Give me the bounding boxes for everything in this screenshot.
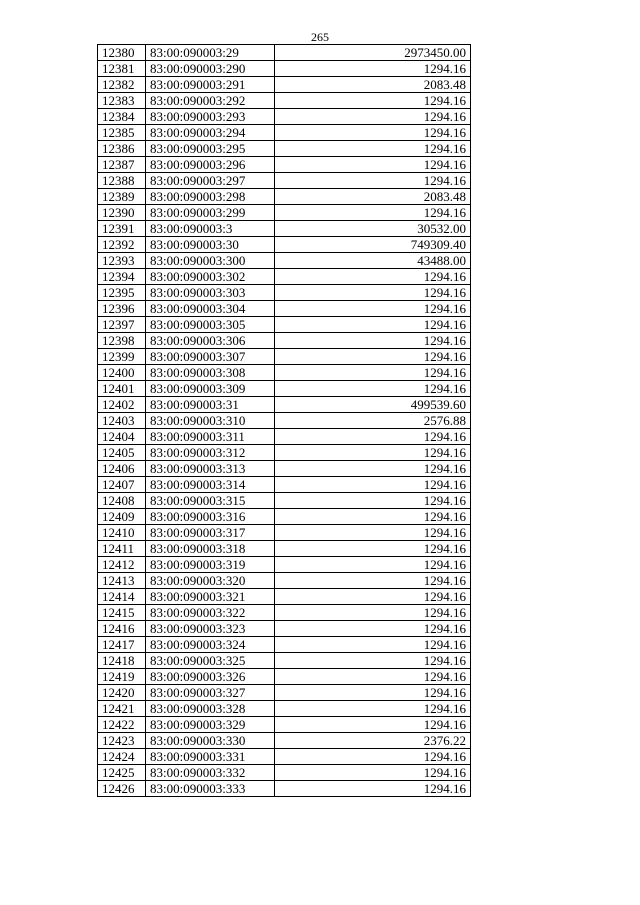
table-row xyxy=(98,573,471,589)
table-row xyxy=(98,493,471,509)
cadastral-number-cell: 83:00:090003:292 xyxy=(146,93,275,109)
row-number-cell: 12384 xyxy=(98,109,146,125)
cadastral-number-cell: 83:00:090003:295 xyxy=(146,141,275,157)
cadastral-value-cell: 1294.16 xyxy=(275,301,471,317)
cadastral-value-cell: 1294.16 xyxy=(275,573,471,589)
cadastral-number-cell: 83:00:090003:299 xyxy=(146,205,275,221)
table-body xyxy=(98,45,471,797)
cadastral-value-cell: 1294.16 xyxy=(275,717,471,733)
row-number-cell: 12406 xyxy=(98,461,146,477)
cadastral-number-cell: 83:00:090003:31 xyxy=(146,397,275,413)
row-number-cell: 12392 xyxy=(98,237,146,253)
row-number-cell: 12408 xyxy=(98,493,146,509)
cadastral-value-cell: 1294.16 xyxy=(275,317,471,333)
cadastral-value-cell: 1294.16 xyxy=(275,157,471,173)
cadastral-value-cell: 1294.16 xyxy=(275,605,471,621)
cadastral-value-cell: 1294.16 xyxy=(275,557,471,573)
table-row xyxy=(98,221,471,237)
cadastral-value-cell: 1294.16 xyxy=(275,509,471,525)
cadastral-value-table xyxy=(97,44,471,797)
table-row xyxy=(98,93,471,109)
row-number-cell: 12399 xyxy=(98,349,146,365)
cadastral-number-cell: 83:00:090003:322 xyxy=(146,605,275,621)
cadastral-value-cell: 1294.16 xyxy=(275,621,471,637)
row-number-cell: 12410 xyxy=(98,525,146,541)
cadastral-number-cell: 83:00:090003:333 xyxy=(146,781,275,797)
table-row xyxy=(98,365,471,381)
cadastral-value-cell: 1294.16 xyxy=(275,701,471,717)
cadastral-number-cell: 83:00:090003:29 xyxy=(146,45,275,61)
table-row xyxy=(98,749,471,765)
table-row xyxy=(98,381,471,397)
cadastral-value-cell: 1294.16 xyxy=(275,461,471,477)
table-row xyxy=(98,429,471,445)
table-row xyxy=(98,781,471,797)
cadastral-number-cell: 83:00:090003:309 xyxy=(146,381,275,397)
row-number-cell: 12385 xyxy=(98,125,146,141)
row-number-cell: 12405 xyxy=(98,445,146,461)
table-row xyxy=(98,109,471,125)
row-number-cell: 12414 xyxy=(98,589,146,605)
table-row xyxy=(98,189,471,205)
cadastral-value-cell: 2083.48 xyxy=(275,189,471,205)
cadastral-value-cell: 1294.16 xyxy=(275,653,471,669)
cadastral-value-cell: 1294.16 xyxy=(275,749,471,765)
cadastral-number-cell: 83:00:090003:30 xyxy=(146,237,275,253)
table-row xyxy=(98,125,471,141)
cadastral-number-cell: 83:00:090003:293 xyxy=(146,109,275,125)
row-number-cell: 12380 xyxy=(98,45,146,61)
table-row xyxy=(98,413,471,429)
cadastral-number-cell: 83:00:090003:327 xyxy=(146,685,275,701)
cadastral-number-cell: 83:00:090003:312 xyxy=(146,445,275,461)
cadastral-value-cell: 1294.16 xyxy=(275,205,471,221)
cadastral-value-cell: 2973450.00 xyxy=(275,45,471,61)
table-row xyxy=(98,285,471,301)
cadastral-value-cell: 1294.16 xyxy=(275,349,471,365)
table-row xyxy=(98,541,471,557)
row-number-cell: 12383 xyxy=(98,93,146,109)
row-number-cell: 12424 xyxy=(98,749,146,765)
cadastral-number-cell: 83:00:090003:331 xyxy=(146,749,275,765)
table-row xyxy=(98,717,471,733)
cadastral-value-cell: 1294.16 xyxy=(275,669,471,685)
cadastral-value-cell: 30532.00 xyxy=(275,221,471,237)
cadastral-value-cell: 1294.16 xyxy=(275,333,471,349)
table-row xyxy=(98,141,471,157)
cadastral-number-cell: 83:00:090003:297 xyxy=(146,173,275,189)
table-row xyxy=(98,509,471,525)
cadastral-value-cell: 1294.16 xyxy=(275,493,471,509)
cadastral-number-cell: 83:00:090003:303 xyxy=(146,285,275,301)
table-row xyxy=(98,269,471,285)
cadastral-value-cell: 749309.40 xyxy=(275,237,471,253)
row-number-cell: 12422 xyxy=(98,717,146,733)
cadastral-value-cell: 1294.16 xyxy=(275,93,471,109)
row-number-cell: 12426 xyxy=(98,781,146,797)
cadastral-number-cell: 83:00:090003:329 xyxy=(146,717,275,733)
table-row xyxy=(98,589,471,605)
cadastral-value-cell: 1294.16 xyxy=(275,445,471,461)
table-row xyxy=(98,237,471,253)
cadastral-number-cell: 83:00:090003:307 xyxy=(146,349,275,365)
cadastral-number-cell: 83:00:090003:291 xyxy=(146,77,275,93)
row-number-cell: 12403 xyxy=(98,413,146,429)
cadastral-number-cell: 83:00:090003:330 xyxy=(146,733,275,749)
row-number-cell: 12412 xyxy=(98,557,146,573)
table-row xyxy=(98,605,471,621)
row-number-cell: 12418 xyxy=(98,653,146,669)
table-row xyxy=(98,733,471,749)
row-number-cell: 12402 xyxy=(98,397,146,413)
cadastral-number-cell: 83:00:090003:318 xyxy=(146,541,275,557)
cadastral-number-cell: 83:00:090003:302 xyxy=(146,269,275,285)
cadastral-number-cell: 83:00:090003:317 xyxy=(146,525,275,541)
cadastral-value-cell: 1294.16 xyxy=(275,589,471,605)
row-number-cell: 12382 xyxy=(98,77,146,93)
row-number-cell: 12388 xyxy=(98,173,146,189)
table-row xyxy=(98,461,471,477)
cadastral-value-cell: 1294.16 xyxy=(275,541,471,557)
row-number-cell: 12395 xyxy=(98,285,146,301)
table-row xyxy=(98,653,471,669)
cadastral-number-cell: 83:00:090003:328 xyxy=(146,701,275,717)
cadastral-number-cell: 83:00:090003:313 xyxy=(146,461,275,477)
table-row xyxy=(98,445,471,461)
row-number-cell: 12425 xyxy=(98,765,146,781)
cadastral-number-cell: 83:00:090003:314 xyxy=(146,477,275,493)
table-row xyxy=(98,157,471,173)
row-number-cell: 12423 xyxy=(98,733,146,749)
cadastral-number-cell: 83:00:090003:323 xyxy=(146,621,275,637)
cadastral-number-cell: 83:00:090003:3 xyxy=(146,221,275,237)
cadastral-number-cell: 83:00:090003:325 xyxy=(146,653,275,669)
table-row xyxy=(98,765,471,781)
row-number-cell: 12416 xyxy=(98,621,146,637)
row-number-cell: 12389 xyxy=(98,189,146,205)
table-row xyxy=(98,397,471,413)
row-number-cell: 12413 xyxy=(98,573,146,589)
cadastral-value-cell: 1294.16 xyxy=(275,637,471,653)
cadastral-number-cell: 83:00:090003:321 xyxy=(146,589,275,605)
cadastral-value-cell: 1294.16 xyxy=(275,173,471,189)
table-row xyxy=(98,253,471,269)
table-row xyxy=(98,173,471,189)
table-row xyxy=(98,349,471,365)
cadastral-value-cell: 2083.48 xyxy=(275,77,471,93)
page-number: 265 xyxy=(311,30,329,44)
row-number-cell: 12390 xyxy=(98,205,146,221)
cadastral-number-cell: 83:00:090003:310 xyxy=(146,413,275,429)
cadastral-number-cell: 83:00:090003:319 xyxy=(146,557,275,573)
table-row xyxy=(98,45,471,61)
table-row xyxy=(98,637,471,653)
cadastral-value-cell: 2576.88 xyxy=(275,413,471,429)
cadastral-number-cell: 83:00:090003:326 xyxy=(146,669,275,685)
table-row xyxy=(98,557,471,573)
cadastral-value-cell: 43488.00 xyxy=(275,253,471,269)
table-row xyxy=(98,477,471,493)
cadastral-number-cell: 83:00:090003:320 xyxy=(146,573,275,589)
cadastral-number-cell: 83:00:090003:332 xyxy=(146,765,275,781)
cadastral-number-cell: 83:00:090003:304 xyxy=(146,301,275,317)
table-row xyxy=(98,701,471,717)
cadastral-value-cell: 1294.16 xyxy=(275,109,471,125)
cadastral-value-cell: 1294.16 xyxy=(275,525,471,541)
cadastral-number-cell: 83:00:090003:300 xyxy=(146,253,275,269)
row-number-cell: 12400 xyxy=(98,365,146,381)
table-row xyxy=(98,205,471,221)
cadastral-value-cell: 1294.16 xyxy=(275,765,471,781)
cadastral-number-cell: 83:00:090003:311 xyxy=(146,429,275,445)
table-row xyxy=(98,669,471,685)
row-number-cell: 12404 xyxy=(98,429,146,445)
cadastral-value-cell: 1294.16 xyxy=(275,125,471,141)
row-number-cell: 12394 xyxy=(98,269,146,285)
cadastral-value-cell: 1294.16 xyxy=(275,781,471,797)
cadastral-number-cell: 83:00:090003:305 xyxy=(146,317,275,333)
cadastral-value-cell: 1294.16 xyxy=(275,269,471,285)
row-number-cell: 12391 xyxy=(98,221,146,237)
cadastral-value-cell: 1294.16 xyxy=(275,141,471,157)
row-number-cell: 12417 xyxy=(98,637,146,653)
row-number-cell: 12397 xyxy=(98,317,146,333)
row-number-cell: 12393 xyxy=(98,253,146,269)
table-row xyxy=(98,685,471,701)
cadastral-value-cell: 499539.60 xyxy=(275,397,471,413)
cadastral-number-cell: 83:00:090003:296 xyxy=(146,157,275,173)
cadastral-value-cell: 1294.16 xyxy=(275,365,471,381)
row-number-cell: 12407 xyxy=(98,477,146,493)
row-number-cell: 12421 xyxy=(98,701,146,717)
table-row xyxy=(98,317,471,333)
row-number-cell: 12420 xyxy=(98,685,146,701)
table-row xyxy=(98,333,471,349)
table-row xyxy=(98,61,471,77)
cadastral-value-cell: 2376.22 xyxy=(275,733,471,749)
table-row xyxy=(98,301,471,317)
table-row xyxy=(98,525,471,541)
row-number-cell: 12398 xyxy=(98,333,146,349)
row-number-cell: 12409 xyxy=(98,509,146,525)
cadastral-number-cell: 83:00:090003:294 xyxy=(146,125,275,141)
table-row xyxy=(98,621,471,637)
table-row xyxy=(98,77,471,93)
row-number-cell: 12387 xyxy=(98,157,146,173)
row-number-cell: 12381 xyxy=(98,61,146,77)
row-number-cell: 12411 xyxy=(98,541,146,557)
cadastral-number-cell: 83:00:090003:316 xyxy=(146,509,275,525)
cadastral-value-cell: 1294.16 xyxy=(275,61,471,77)
cadastral-number-cell: 83:00:090003:324 xyxy=(146,637,275,653)
cadastral-value-cell: 1294.16 xyxy=(275,285,471,301)
cadastral-value-cell: 1294.16 xyxy=(275,685,471,701)
cadastral-value-cell: 1294.16 xyxy=(275,381,471,397)
cadastral-number-cell: 83:00:090003:306 xyxy=(146,333,275,349)
cadastral-number-cell: 83:00:090003:308 xyxy=(146,365,275,381)
row-number-cell: 12419 xyxy=(98,669,146,685)
cadastral-value-cell: 1294.16 xyxy=(275,477,471,493)
cadastral-number-cell: 83:00:090003:298 xyxy=(146,189,275,205)
cadastral-number-cell: 83:00:090003:290 xyxy=(146,61,275,77)
row-number-cell: 12386 xyxy=(98,141,146,157)
cadastral-number-cell: 83:00:090003:315 xyxy=(146,493,275,509)
cadastral-value-cell: 1294.16 xyxy=(275,429,471,445)
row-number-cell: 12401 xyxy=(98,381,146,397)
row-number-cell: 12396 xyxy=(98,301,146,317)
row-number-cell: 12415 xyxy=(98,605,146,621)
